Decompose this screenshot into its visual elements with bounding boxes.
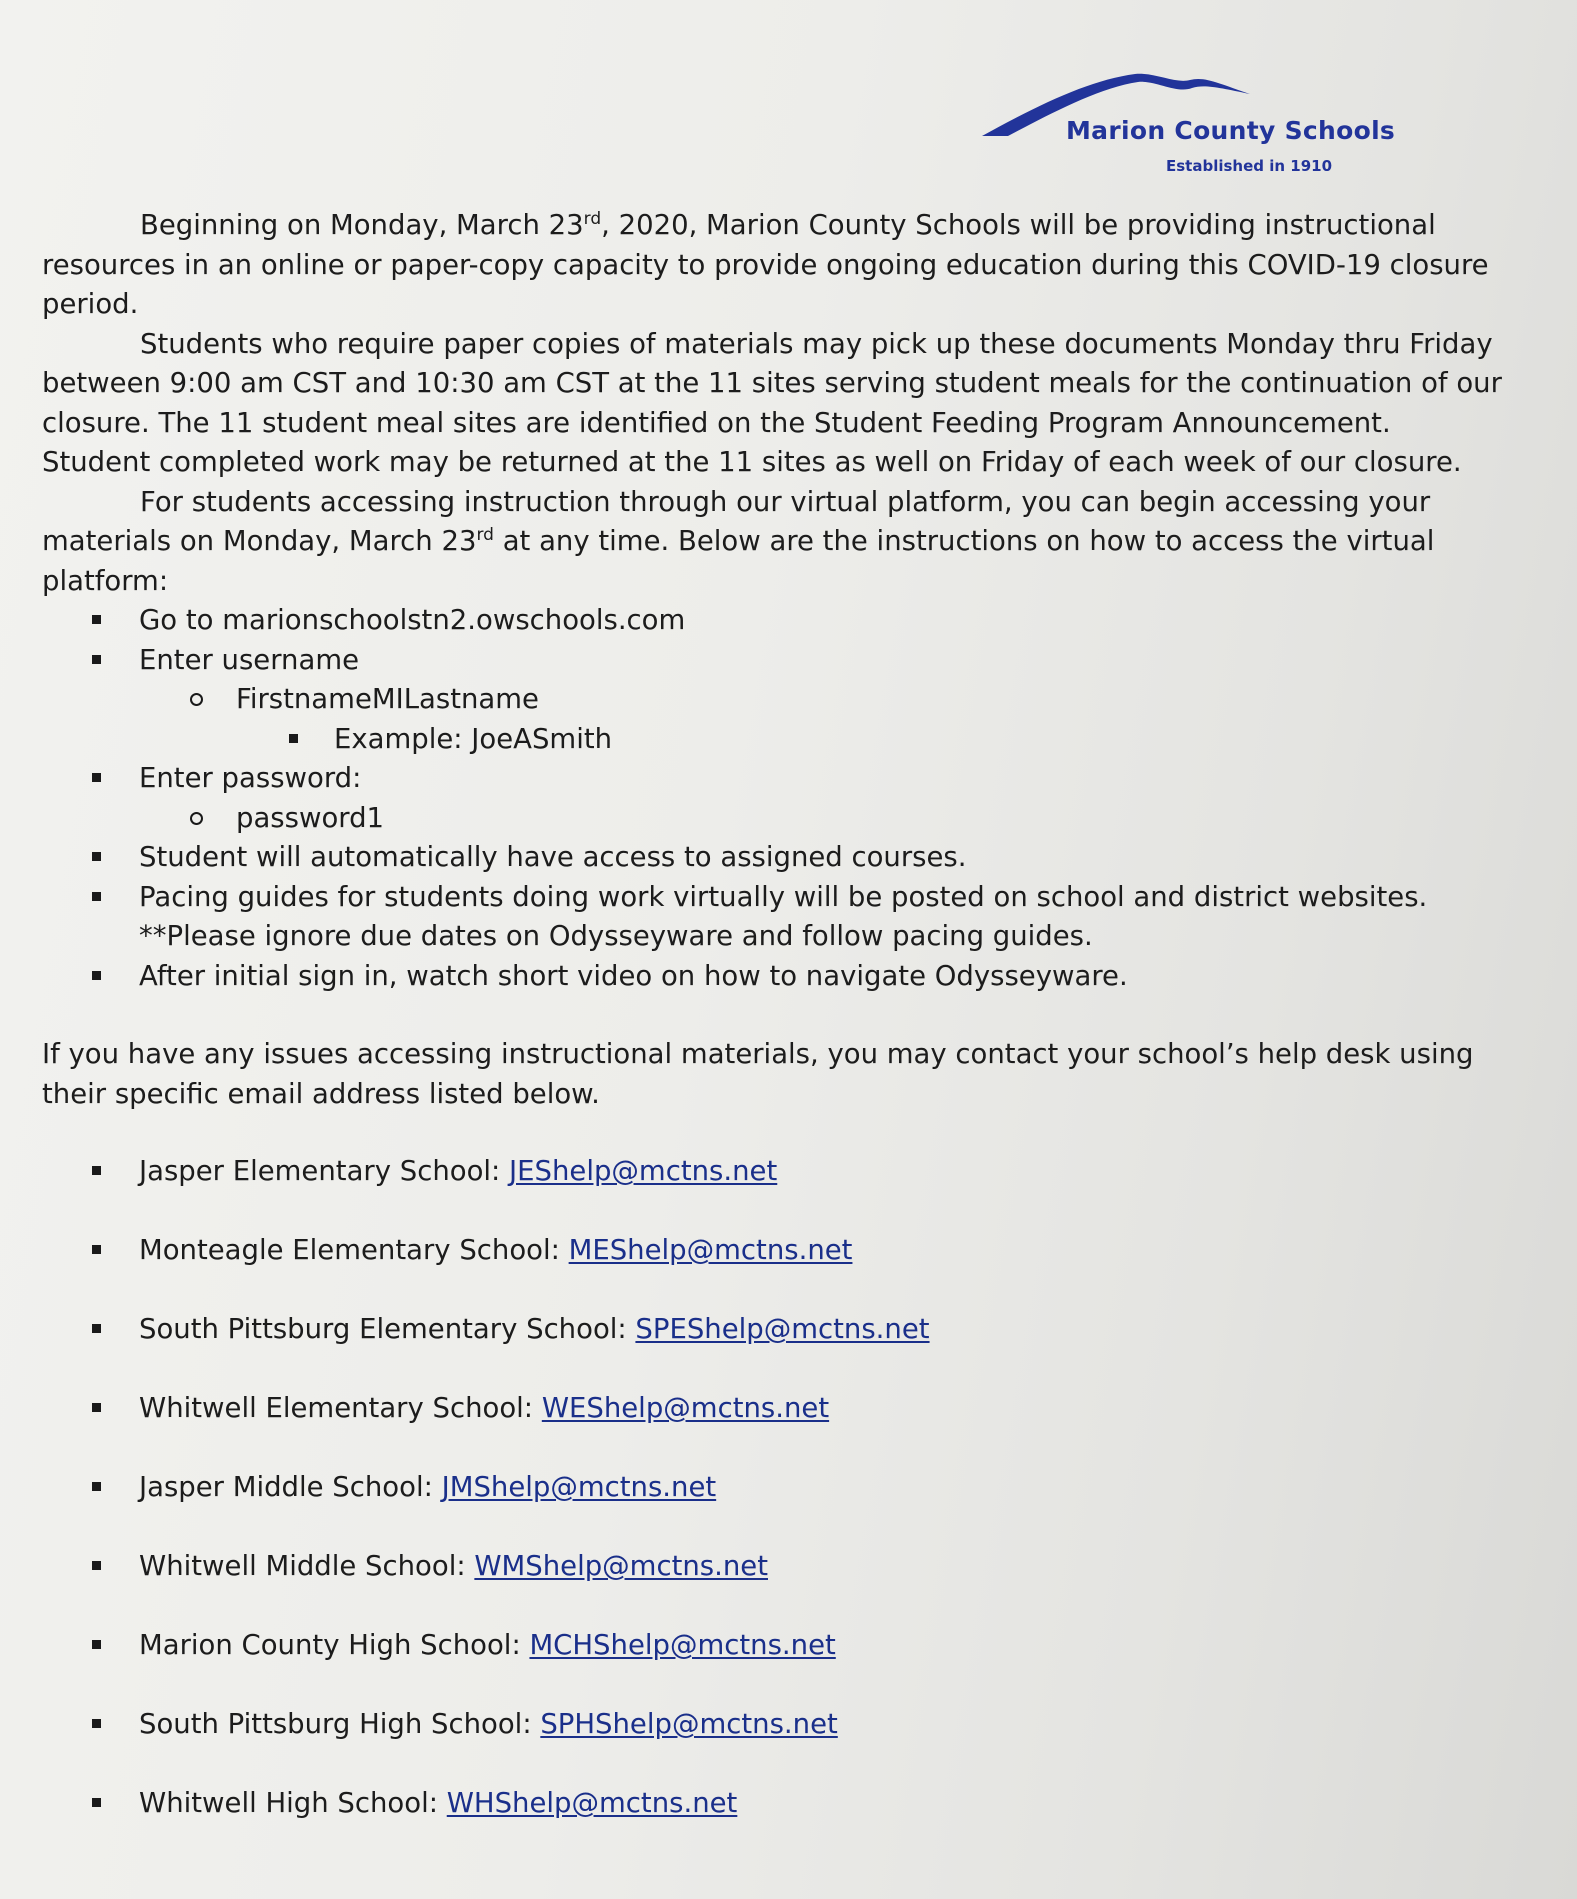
school-name: Whitwell Elementary School: xyxy=(139,1392,542,1424)
school-name: Monteagle Elementary School: xyxy=(139,1234,569,1266)
square-bullet-icon xyxy=(92,1245,101,1254)
instruction-go-to: Go to marionschoolstn2.owschools.com xyxy=(139,604,686,636)
school-name: South Pittsburg Elementary School: xyxy=(139,1313,636,1345)
school-name: Whitwell High School: xyxy=(139,1787,447,1819)
school-item xyxy=(42,1310,1502,1389)
school-email-link[interactable]: SPHShelp@mctns.net xyxy=(540,1708,838,1740)
instruction-password: Enter password: xyxy=(139,762,362,794)
school-name: South Pittsburg High School: xyxy=(139,1708,541,1740)
school-logo xyxy=(980,66,1460,186)
school-item xyxy=(42,1784,1502,1863)
school-email-link[interactable]: WEShelp@mctns.net xyxy=(541,1392,830,1424)
instruction-pacing: Pacing guides for students doing work virtually will be posted on school and district websites. **Please ignore due dates on Odysseyware and follow pacing guides. xyxy=(139,880,1428,952)
school-email-link[interactable]: MEShelp@mctns.net xyxy=(568,1234,853,1266)
square-bullet-icon xyxy=(289,734,298,743)
school-email-link[interactable]: JEShelp@mctns.net xyxy=(509,1155,778,1187)
square-bullet-icon xyxy=(92,1403,101,1412)
school-item xyxy=(42,1547,1502,1626)
username-example: Example: JoeASmith xyxy=(334,722,613,755)
help-desk-paragraph: If you have any issues accessing instructional materials, you may contact your school’s help desk using their specific email address listed below. xyxy=(42,1038,1474,1110)
circle-bullet-icon xyxy=(190,812,203,825)
list-item xyxy=(42,838,1502,878)
square-bullet-icon xyxy=(92,852,101,861)
username-format: FirstnameMILastname xyxy=(236,683,539,715)
password-value: password1 xyxy=(236,801,385,834)
square-bullet-icon xyxy=(92,1798,101,1807)
school-item xyxy=(42,1626,1502,1705)
school-help-list xyxy=(42,1152,1502,1863)
list-item xyxy=(42,759,1502,799)
list-item xyxy=(42,641,1502,681)
school-name: Jasper Middle School: xyxy=(139,1471,442,1503)
square-bullet-icon xyxy=(92,971,101,980)
organization-name: Marion County Schools xyxy=(1066,116,1396,145)
list-item xyxy=(42,601,1502,641)
school-email-link[interactable]: SPEShelp@mctns.net xyxy=(635,1313,930,1345)
list-item xyxy=(42,720,1502,760)
intro-paragraph-3: For students accessing instruction through our virtual platform, you can begin accessing your materials on Monday, March 23rd at any time. Below are the instructions on how to access the virtual platform: xyxy=(42,485,1435,597)
instructions-list xyxy=(42,601,1502,996)
square-bullet-icon xyxy=(92,892,101,901)
instruction-access: Student will automatically have access to assigned courses. xyxy=(139,841,967,873)
intro-paragraph-1: Beginning on Monday, March 23rd, 2020, Marion County Schools will be providing instructional resources in an online or paper-copy capacity to provide ongoing education during this COVID-19 closure period. xyxy=(42,208,1489,320)
instruction-username: Enter username xyxy=(139,643,360,676)
school-email-link[interactable]: MCHShelp@mctns.net xyxy=(529,1629,836,1661)
square-bullet-icon xyxy=(92,1166,101,1175)
square-bullet-icon xyxy=(92,1719,101,1728)
school-item xyxy=(42,1468,1502,1547)
square-bullet-icon xyxy=(92,1324,101,1333)
square-bullet-icon xyxy=(92,1561,101,1570)
instruction-video: After initial sign in, watch short video on how to navigate Odysseyware. xyxy=(139,959,1128,992)
school-name: Whitwell Middle School: xyxy=(139,1550,475,1582)
school-item xyxy=(42,1152,1502,1231)
letter-body xyxy=(42,206,1502,1863)
square-bullet-icon xyxy=(92,1482,101,1491)
circle-bullet-icon xyxy=(190,693,203,706)
school-email-link[interactable]: JMShelp@mctns.net xyxy=(441,1471,717,1503)
established-text: Established in 1910 xyxy=(1166,157,1333,175)
school-email-link[interactable]: WHShelp@mctns.net xyxy=(446,1787,738,1819)
square-bullet-icon xyxy=(92,615,101,624)
school-item xyxy=(42,1705,1502,1784)
school-name: Jasper Elementary School: xyxy=(139,1155,510,1187)
school-item xyxy=(42,1231,1502,1310)
school-email-link[interactable]: WMShelp@mctns.net xyxy=(474,1550,768,1582)
list-item xyxy=(42,957,1502,997)
square-bullet-icon xyxy=(92,1640,101,1649)
school-name: Marion County High School: xyxy=(139,1629,530,1661)
school-item xyxy=(42,1389,1502,1468)
square-bullet-icon xyxy=(92,655,101,664)
list-item xyxy=(42,878,1502,957)
list-item xyxy=(42,799,1502,839)
square-bullet-icon xyxy=(92,773,101,782)
list-item xyxy=(42,680,1502,720)
intro-paragraph-2: Students who require paper copies of materials may pick up these documents Monday thru Friday between 9:00 am CST and 10:30 am CST at the 11 sites serving student meals for the continuation of our closure. The 11 student meal sites are identified on the Student Feeding Program Announcement. Student completed work may be returned at the 11 sites as well on Friday of each week of our closure. xyxy=(42,327,1502,478)
